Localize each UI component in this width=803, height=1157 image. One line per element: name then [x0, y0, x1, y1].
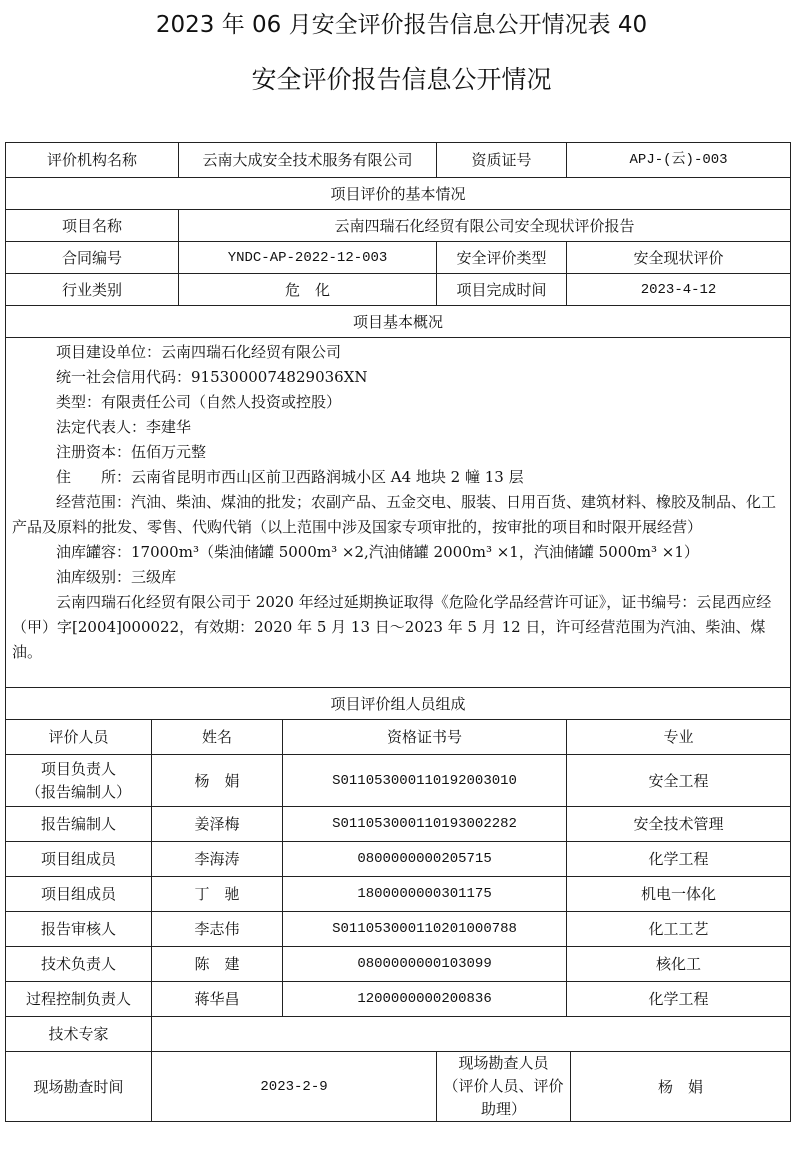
team-role: 过程控制负责人	[6, 982, 152, 1017]
contract-value: YNDC-AP-2022-12-003	[179, 242, 437, 274]
site-time-value: 2023-2-9	[152, 1052, 437, 1122]
disclosure-table	[5, 142, 791, 1122]
site-people-label	[437, 1052, 571, 1122]
team-role: 报告审核人	[6, 912, 152, 947]
overview-line: 项目建设单位：云南四瑞石化经贸有限公司	[56, 343, 342, 361]
team-row	[6, 807, 791, 842]
overview-section-row	[6, 306, 791, 338]
team-row	[6, 877, 791, 912]
team-major: 化工工艺	[567, 912, 791, 947]
site-people-label-line2: （评价人员、评价助理）	[443, 1077, 564, 1118]
team-row	[6, 755, 791, 807]
expert-label: 技术专家	[6, 1017, 152, 1052]
overview-line: 法定代表人：李建华	[56, 418, 192, 436]
team-role: 项目组成员	[6, 877, 152, 912]
team-header-major: 专业	[567, 720, 791, 755]
overview-row	[6, 338, 791, 688]
overview-body	[6, 338, 791, 688]
project-name-row	[6, 210, 791, 242]
team-name: 丁 驰	[152, 877, 283, 912]
eval-type-label: 安全评价类型	[437, 242, 567, 274]
team-row	[6, 842, 791, 877]
overview-line: 类型：有限责任公司（自然人投资或控股）	[56, 393, 342, 411]
team-header-cert: 资格证书号	[283, 720, 567, 755]
overview-section-header: 项目基本概况	[6, 306, 791, 338]
team-name: 杨 娟	[152, 755, 283, 807]
overview-paragraph: 经营范围：汽油、柴油、煤油的批发；农副产品、五金交电、服装、日用百货、建筑材料、橡胶及制品、化工产品及原料的批发、零售、代购代销（以上范围中涉及国家专项审批的，按审批的项目和时限开展经营）	[12, 493, 777, 536]
overview-line: 注册资本：伍佰万元整	[56, 443, 207, 461]
team-role: 项目组成员	[6, 842, 152, 877]
overview-line: 住 所：云南省昆明市西山区前卫西路润城小区 A4 地块 2 幢 13 层	[56, 468, 524, 486]
completion-time-label: 项目完成时间	[437, 274, 567, 306]
document-title: 2023 年 06 月安全评价报告信息公开情况表 40	[155, 12, 648, 38]
org-value: 云南大成安全技术服务有限公司	[179, 143, 437, 178]
team-row	[6, 982, 791, 1017]
team-major: 安全工程	[567, 755, 791, 807]
team-section-header: 项目评价组人员组成	[6, 688, 791, 720]
industry-label: 行业类别	[6, 274, 179, 306]
completion-time-value: 2023-4-12	[567, 274, 791, 306]
team-row	[6, 947, 791, 982]
org-label: 评价机构名称	[6, 143, 179, 178]
team-major: 安全技术管理	[567, 807, 791, 842]
team-name: 李志伟	[152, 912, 283, 947]
team-cert: 1200000000200836	[283, 982, 567, 1017]
project-name-value: 云南四瑞石化经贸有限公司安全现状评价报告	[179, 210, 791, 242]
team-cert: 0800000000205715	[283, 842, 567, 877]
team-cert: 0800000000103099	[283, 947, 567, 982]
basic-section-header: 项目评价的基本情况	[6, 178, 791, 210]
team-cert: 1800000000301175	[283, 877, 567, 912]
team-section-row	[6, 688, 791, 720]
cert-label: 资质证号	[437, 143, 567, 178]
overview-paragraph: 云南四瑞石化经贸有限公司于 2020 年经过延期换证取得《危险化学品经营许可证》，证书编号：云昆西应经（甲）字[2004]000022，有效期：2020 年 5 月 13 日～2023 年 5 月 12 日，许可经营范围为汽油、柴油、煤油。	[12, 593, 772, 661]
site-people-label-line1: 现场勘查人员	[458, 1054, 549, 1072]
expert-value	[152, 1017, 791, 1052]
site-people-value: 杨 娟	[571, 1052, 791, 1122]
team-name: 陈 建	[152, 947, 283, 982]
team-major: 化学工程	[567, 842, 791, 877]
team-name: 姜泽梅	[152, 807, 283, 842]
team-row	[6, 912, 791, 947]
team-major: 核化工	[567, 947, 791, 982]
project-name-label: 项目名称	[6, 210, 179, 242]
document-subtitle: 安全评价报告信息公开情况	[251, 65, 552, 94]
team-name: 蒋华昌	[152, 982, 283, 1017]
site-row	[6, 1052, 791, 1122]
team-name: 李海涛	[152, 842, 283, 877]
team-header-row	[6, 720, 791, 755]
basic-section-row	[6, 178, 791, 210]
org-row	[6, 143, 791, 178]
team-role: 技术负责人	[6, 947, 152, 982]
team-cert: S011053000110193002282	[283, 807, 567, 842]
eval-type-value: 安全现状评价	[567, 242, 791, 274]
team-header-name: 姓名	[152, 720, 283, 755]
contract-row	[6, 242, 791, 274]
industry-value: 危 化	[179, 274, 437, 306]
industry-row	[6, 274, 791, 306]
contract-label: 合同编号	[6, 242, 179, 274]
expert-row	[6, 1017, 791, 1052]
team-major: 化学工程	[567, 982, 791, 1017]
team-header-role: 评价人员	[6, 720, 152, 755]
team-role: 报告编制人	[6, 807, 152, 842]
site-time-label: 现场勘查时间	[6, 1052, 152, 1122]
team-major: 机电一体化	[567, 877, 791, 912]
overview-line: 油库罐容：17000m³（柴油储罐 5000m³ ×2,汽油储罐 2000m³ ×1，汽油储罐 5000m³ ×1）	[56, 543, 699, 561]
cert-value: APJ-(云)-003	[567, 143, 791, 178]
team-cert: S011053000110192003010	[283, 755, 567, 807]
team-cert: S011053000110201000788	[283, 912, 567, 947]
overview-line: 统一社会信用代码：9153000074829036XN	[56, 368, 368, 386]
team-role: 项目负责人 （报告编制人）	[6, 755, 152, 807]
overview-line: 油库级别：三级库	[56, 568, 177, 586]
